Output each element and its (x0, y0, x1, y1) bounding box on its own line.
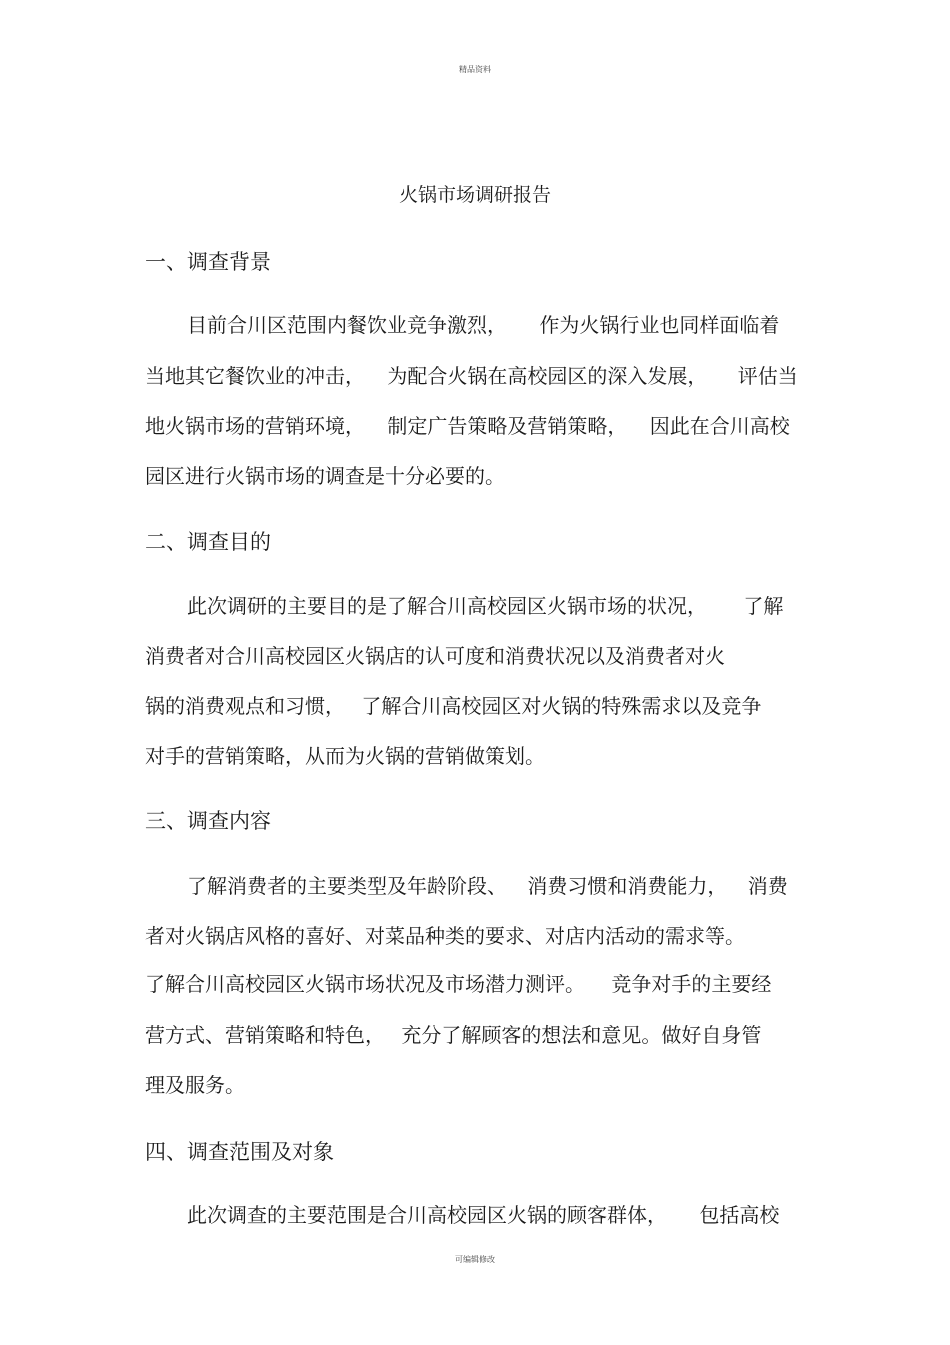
paragraph-line (145, 920, 745, 949)
paragraph-line (145, 460, 505, 489)
paragraph-line (145, 640, 725, 669)
paragraph-line (187, 870, 788, 899)
text-segment: 消费 (747, 874, 788, 898)
text-segment: 对手的营销策略，从而为火锅的营销做策划。 (145, 744, 545, 768)
text-segment: 地火锅市场的营销环境， (145, 414, 365, 438)
page-header-note: 精品资料 (459, 65, 491, 74)
section-heading-purpose: 二、调查目的 (145, 530, 271, 554)
section-heading-background: 一、调查背景 (145, 250, 271, 274)
paragraph-line (187, 1199, 779, 1228)
text-segment: 因此在合川高校 (649, 414, 790, 438)
text-segment: 此次调查的主要范围是合川高校园区火锅的顾客群体， (187, 1203, 667, 1227)
paragraph-line (145, 410, 790, 439)
text-segment: 目前合川区范围内餐饮业竞争激烈， (187, 313, 507, 337)
paragraph-line (145, 690, 761, 719)
paragraph-line (145, 1019, 761, 1048)
paragraph-line (145, 1069, 245, 1098)
text-segment: 者对火锅店风格的喜好、对菜品种类的要求、对店内活动的需求等。 (145, 924, 745, 948)
text-segment: 营方式、营销策略和特色， (145, 1023, 385, 1047)
text-segment: 包括高校 (699, 1203, 780, 1227)
text-segment: 了解消费者的主要类型及年龄阶段、 (187, 874, 507, 898)
text-segment: 当地其它餐饮业的冲击， (145, 364, 365, 388)
text-segment: 了解合川高校园区火锅市场状况及市场潜力测评。 (145, 972, 585, 996)
text-segment: 锅的消费观点和习惯， (145, 694, 345, 718)
text-segment: 竞争对手的主要经 (611, 972, 772, 996)
text-segment: 消费习惯和消费能力， (527, 874, 728, 898)
text-segment: 了解合川高校园区对火锅的特殊需求以及竞争 (361, 694, 762, 718)
paragraph-line (145, 968, 771, 997)
text-segment: 制定广告策略及营销策略， (387, 414, 628, 438)
section-heading-content: 三、调查内容 (145, 809, 271, 833)
text-segment: 充分了解顾客的想法和意见。做好自身管 (401, 1023, 762, 1047)
text-segment: 消费者对合川高校园区火锅店的认可度和消费状况以及消费者对火 (145, 644, 725, 668)
text-segment: 理及服务。 (145, 1073, 245, 1097)
paragraph-line (145, 360, 798, 389)
paragraph-line (187, 309, 779, 338)
page-footer-note: 可编辑修改 (455, 1255, 495, 1264)
text-segment: 为配合火锅在高校园区的深入发展， (387, 364, 708, 388)
text-segment: 作为火锅行业也同样面临着 (539, 313, 780, 337)
text-segment: 评估当 (737, 364, 798, 388)
text-segment: 园区进行火锅市场的调查是十分必要的。 (145, 464, 505, 488)
paragraph-line (145, 740, 545, 769)
text-segment: 此次调研的主要目的是了解合川高校园区火锅市场的状况， (187, 594, 707, 618)
text-segment: 了解 (743, 594, 784, 618)
section-heading-scope: 四、调查范围及对象 (145, 1140, 334, 1164)
document-title: 火锅市场调研报告 (398, 184, 551, 206)
paragraph-line (187, 590, 783, 619)
